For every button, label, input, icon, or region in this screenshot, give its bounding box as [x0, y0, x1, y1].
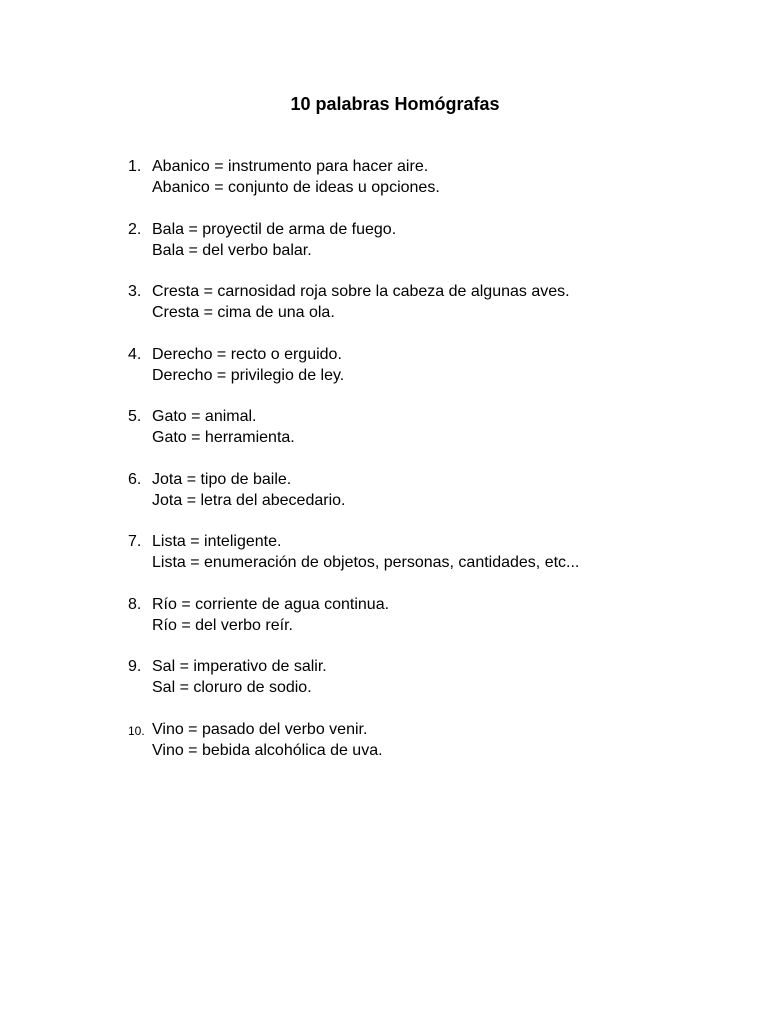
item-number: 5.: [128, 408, 142, 425]
list-item: [128, 719, 748, 782]
item-definition-1: Lista = inteligente.: [152, 533, 282, 550]
item-definition-2: Lista = enumeración de objetos, personas, cantidades, etc...: [152, 554, 580, 571]
item-definition-2: Gato = herramienta.: [152, 429, 295, 446]
item-definition-2: Bala = del verbo balar.: [152, 241, 312, 259]
list-item: [128, 219, 748, 282]
item-definition-2: Jota = letra del abecedario.: [152, 491, 346, 509]
list-item: [128, 656, 748, 719]
list-item: [128, 406, 748, 469]
item-definition-2: Derecho = privilegio de ley.: [152, 366, 345, 384]
item-definition-2: Río = del verbo reír.: [152, 616, 293, 634]
item-definition-1: Gato = animal.: [152, 408, 257, 425]
item-number: 2.: [128, 220, 142, 238]
item-definition-2: Vino = bebida alcohólica de uva.: [152, 741, 383, 759]
list-item: [128, 469, 748, 532]
item-definition-1: Jota = tipo de baile.: [152, 470, 292, 488]
item-number: 9.: [128, 658, 142, 675]
item-definition-2: Abanico = conjunto de ideas u opciones.: [152, 179, 440, 196]
document-title: 10 palabras Homógrafas: [290, 94, 500, 114]
item-number: 8.: [128, 595, 142, 613]
list-item: [128, 156, 748, 219]
item-definition-1: Cresta = carnosidad roja sobre la cabeza de algunas aves.: [152, 283, 570, 300]
item-definition-2: Sal = cloruro de sodio.: [152, 679, 312, 696]
item-definition-2: Cresta = cima de una ola.: [152, 304, 335, 321]
list-item: [128, 281, 748, 344]
homograph-list: [128, 156, 748, 781]
item-number: 1.: [128, 158, 142, 175]
list-item: [128, 531, 748, 594]
item-definition-1: Abanico = instrumento para hacer aire.: [152, 158, 429, 175]
list-item: [128, 344, 748, 407]
item-number: 10.: [128, 723, 145, 738]
item-definition-1: Derecho = recto o erguido.: [152, 345, 342, 363]
item-number: 6.: [128, 470, 142, 488]
item-definition-1: Vino = pasado del verbo venir.: [152, 720, 368, 738]
list-item: [128, 594, 748, 657]
item-number: 4.: [128, 345, 142, 363]
item-definition-1: Sal = imperativo de salir.: [152, 658, 327, 675]
item-definition-1: Río = corriente de agua continua.: [152, 595, 390, 613]
item-number: 3.: [128, 283, 142, 300]
item-definition-1: Bala = proyectil de arma de fuego.: [152, 220, 397, 238]
item-number: 7.: [128, 533, 142, 550]
